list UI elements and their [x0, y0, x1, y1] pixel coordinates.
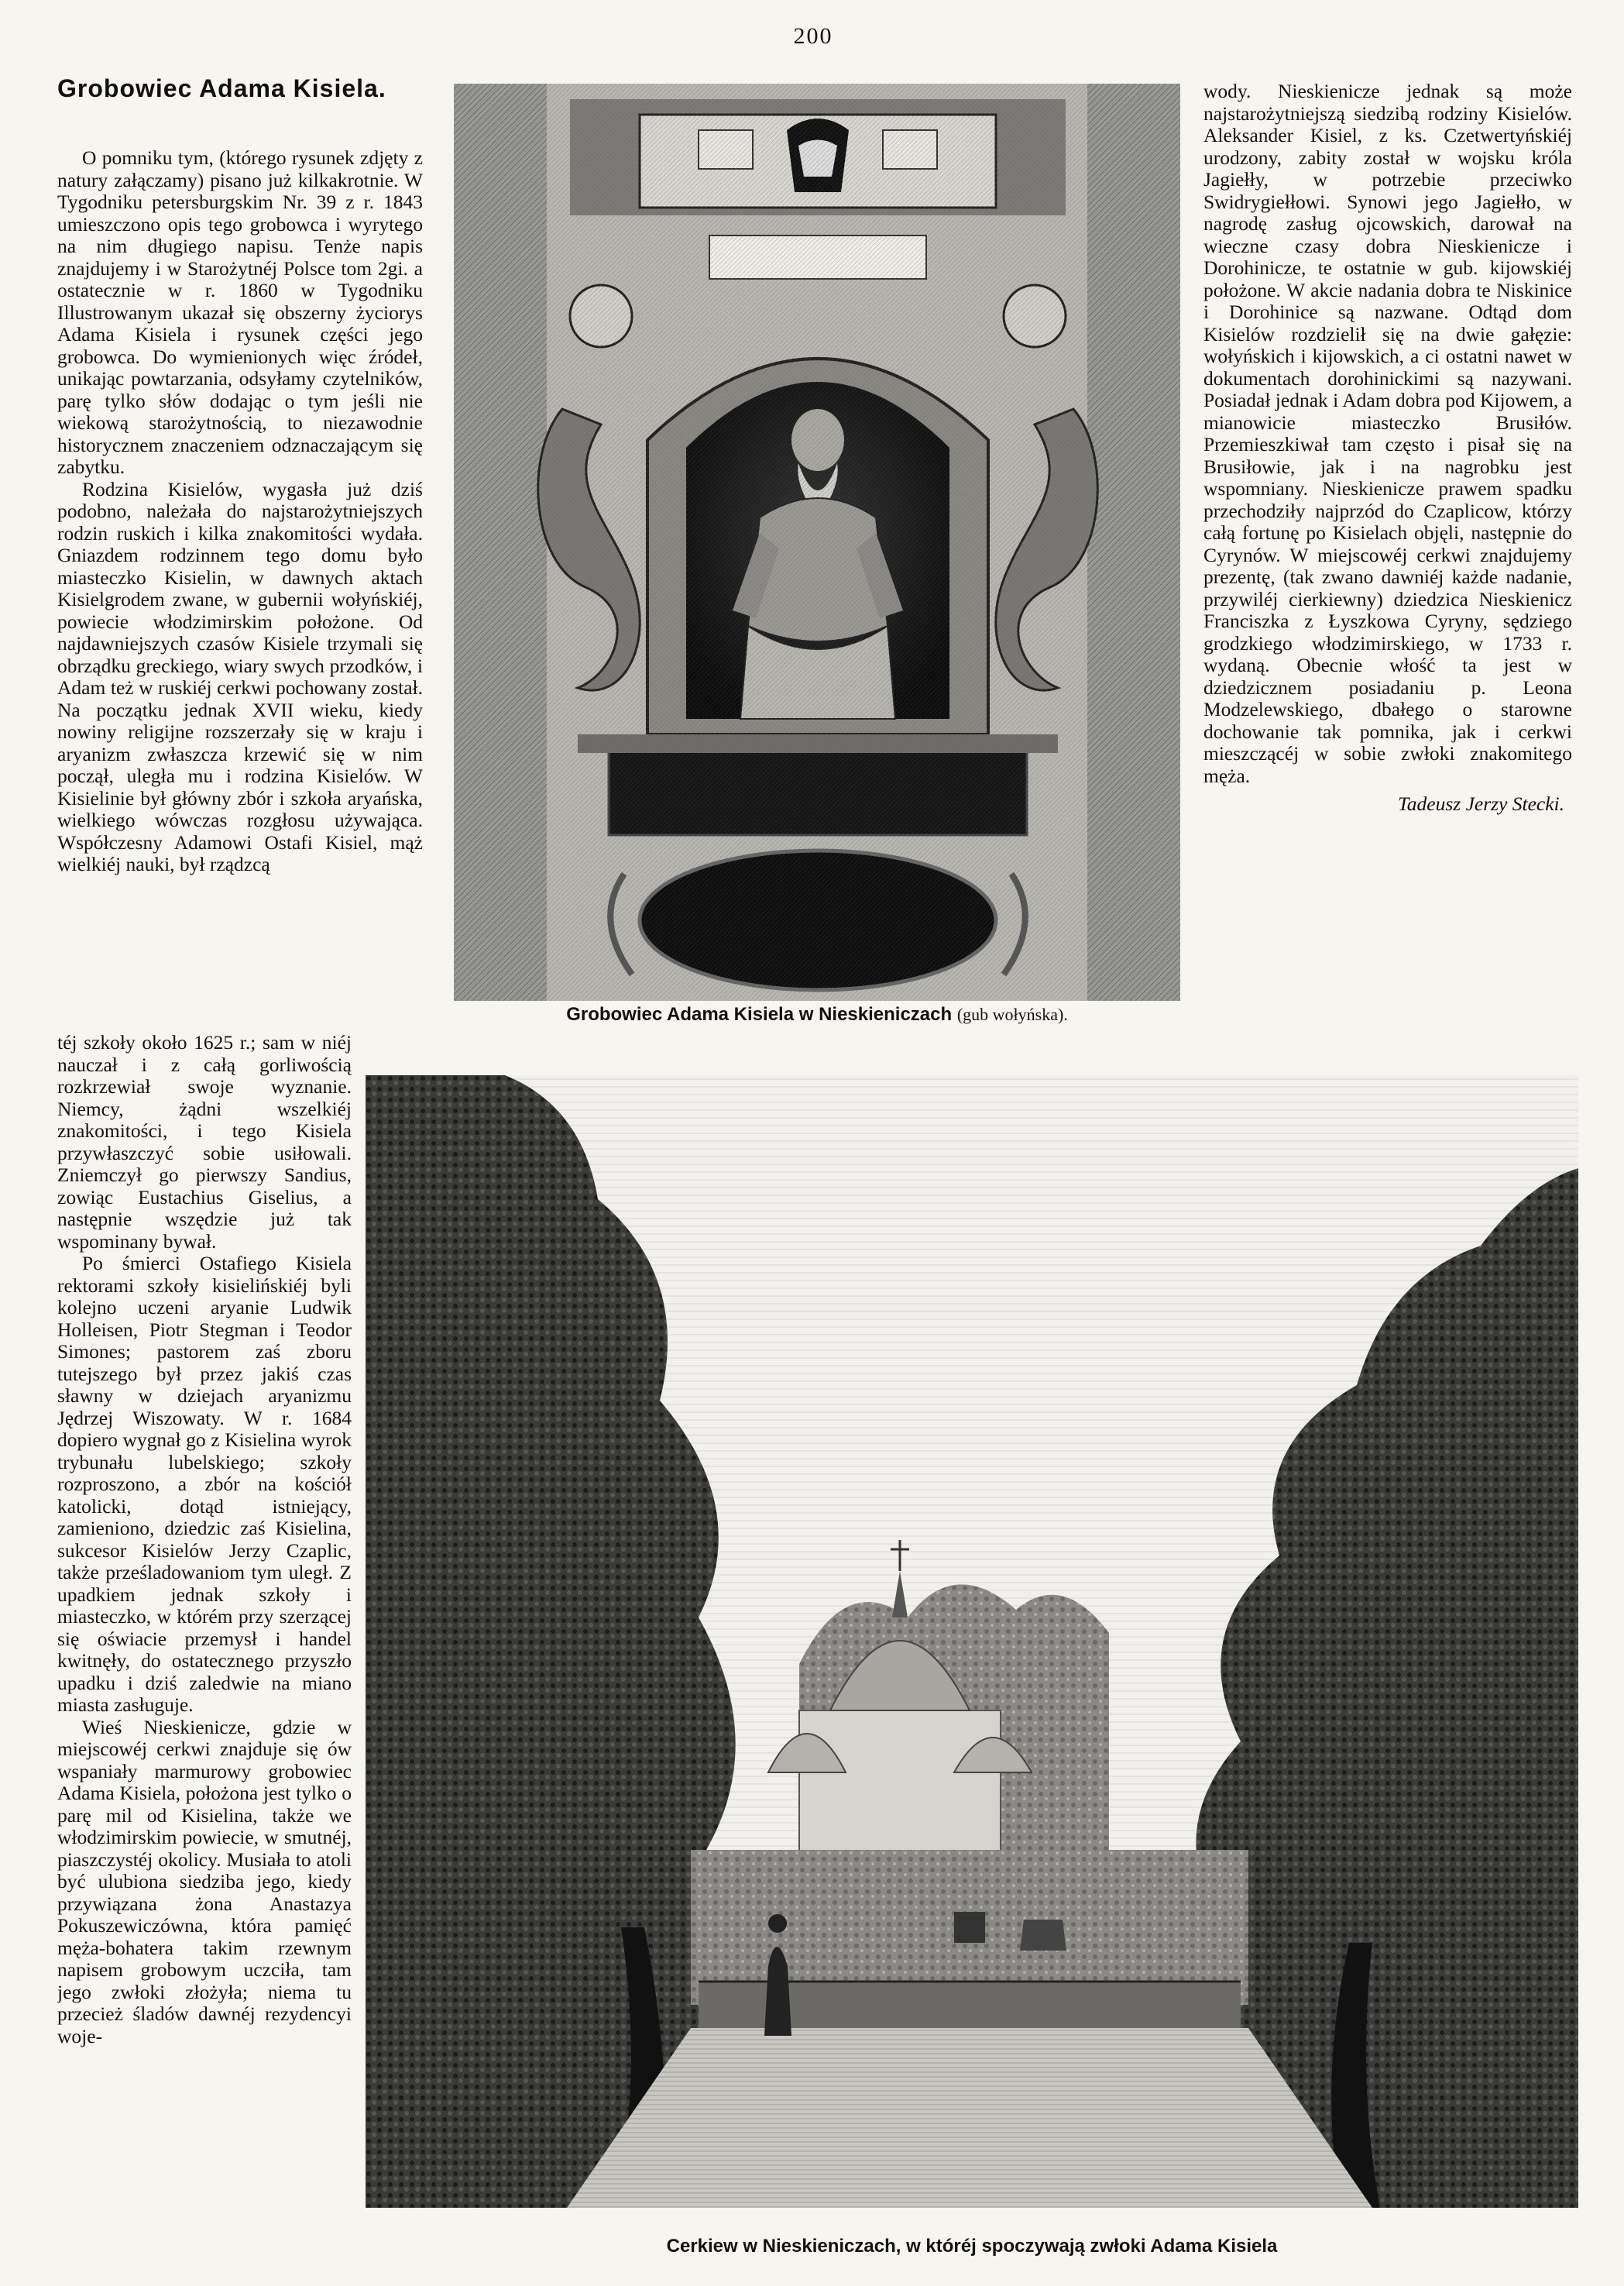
- paragraph: O pomniku tym, (którego rysunek zdjęty z natury załączamy) pisano już kilkakrotnie. W Tygodniku petersburgskim Nr. 39 z r. 1843 umieszczono opis tego grobowca i wyrytego na nim długiego napisu. Tenże napis znajdujemy i w Starożytnéj Polsce tom 2gi. a ostatecznie w r. 1860 w Tygodniku Illustrowanym ukazał się obszerny życiorys Adama Kisiela i rysunek części jego grobowca. Do wymienionych więc źródeł, unikając powtarzania, odsyłamy czytelników, parę tylko słów dodając o tym jeśli nie wiekową starożytnością, to niezawodnie historycznem znaczeniem odznaczającym się zabytku.: [57, 146, 423, 478]
- paragraph: téj szkoły około 1625 r.; sam w niéj nauczał i z całą gorliwością rozkrzewiał swoje wyznanie. Niemcy, żądni wszelkiéj znakomitości, i tego Kisiela przywłaszczyć sobie usiłowali. Zniemczył go pierwszy Sandius, zowiąc Eustachius Giselius, a następnie wszędzie już tak wspominany bywał.: [57, 1032, 352, 1253]
- article-column-right: [1203, 81, 1572, 816]
- article-column-left-top: [57, 147, 423, 876]
- paragraph: wody. Nieskienicze jednak są może najstarożytniejszą siedzibą rodziny Kisielów. Aleksander Kisiel, z ks. Czetwertyńskiéj urodzony, zabity został w wojsku króla Jagiełły, w potrzebie przeciwko Swidrygiełłowi. Synowi jego Jagiełło, w nagrodę zasług ojcowskich, darował na wieczne czasy dobra Nieskienicze i Dorohinicze, te ostatnie w gub. kijowskiéj położone. W akcie nadania dobra te Niskinice i Dorohinice są nazwane. Odtąd dom Kisielów rozdzielił się na dwie gałęzie: wołyńskich i kijowskich, a ci ostatni nawet w dokumentach dorohinickimi są nazywani. Posiadał jednak i Adam dobra pod Kijowem, a mianowicie miasteczko Brusiłów. Przemieszkiwał tam często i pisał się na Brusiłowie, jak i na nagrobku jest wspomniany. Nieskienicze prawem spadku przechodziły najprzód do Czaplicow, którzy całą fortunę po Kisielach objęli, następnie do Cyrynów. W miejscowéj cerkwi znajdujemy prezentę, (tak zwano dawniéj każde nadanie, przywiléj cierkiewny) dziedzica Nieskienicz Franciszka z Łyszkowa Cyryny, sędziego grodzkiego włodzimirskiego, w 1733 r. wydaną. Obecnie włość ta jest w dziedzicznem posiadaniu p. Leona Modzelewskiego, dbałego o starowne dochowanie tak pomnika, jak i cerkwi mieszczącéj w sobie zwłoki znakomitego męża.: [1203, 80, 1572, 787]
- tomb-caption: [454, 1004, 1180, 1026]
- page-number: 200: [793, 23, 833, 49]
- tomb-engraving: [454, 84, 1180, 1001]
- church-caption: Cerkiew w Nieskieniczach, w któréj spoczywają zwłoki Adama Kisiela: [666, 2236, 1278, 2257]
- tomb-illustration: [454, 84, 1180, 1001]
- paragraph: Rodzina Kisielów, wygasła już dziś podobno, należała do najstarożytniejszych rodzin ruskich i kilka znakomitości wydała. Gniazdem rodzinnem tego domu było miasteczko Kisielin, w dawnych aktach Kisielgrodem zwane, w gubernii wołyńskiéj, powiecie włodzimirskim położone. Od najdawniejszych czasów Kisiele trzymali się obrządku greckiego, wiary swych przodków, i Adam też w ruskiéj cerkwi pochowany został. Na początku jednak XVII wieku, kiedy nowiny religijne rozszerzały się w kraju i aryanizm zwłaszcza krzewić się w nim począł, uległa mu i rodzina Kisielów. W Kisielinie był główny zbór i szkoła aryańska, wielkiego wówczas rozgłosu używająca. Współczesny Adamowi Ostafi Kisiel, mąż wielkiéj nauki, był rządzcą: [57, 477, 423, 875]
- article-column-left-bottom: [57, 1032, 352, 2264]
- paragraph: Po śmierci Ostafiego Kisiela rektorami szkoły kisielińskiéj byli kolejno uczeni aryanie Ludwik Holleisen, Piotr Stegman i Teodor Simones; pastorem zaś zboru tutejszego był przez jakiś czas sławny w dziejach aryanizmu Jędrzej Wiszowaty. W r. 1684 dopiero wygnał go z Kisielina wyrok trybunału lubelskiego; szkoły rozproszono, a zbór na kościół katolicki, dotąd istniejący, zamieniono, dziedzic zaś Kisielina, sukcesor Kisielów Jerzy Czaplic, także prześladowaniom tym uległ. Z upadkiem jednak szkoły i miasteczko, w którém przy szerzącej się oświacie przemysł i handel kwitnęły, do ostatecznego przyszło upadku i dziś zaledwie na miano miasta zasługuje.: [57, 1252, 352, 1716]
- author-signature: Tadeusz Jerzy Stecki.: [1397, 792, 1564, 815]
- tomb-caption-region: (gub wołyńska).: [956, 1005, 1068, 1024]
- paragraph: Wieś Nieskienicze, gdzie w miejscowéj cerkwi znajduje się ów wspaniały marmurowy grobowiec Adama Kisiela, położona jest tylko o parę mil od Kisielina, także we włodzimirskim powiecie, w smutnéj, piaszczystéj okolicy. Musiała to atoli być ulubiona siedziba jego, kiedy przywiązana żona Anastazya Pokuszewiczówna, która pamięć męża-bohatera takim rzewnym napisem grobowym uczciła, tam jego zwłoki złożyła; niema tu przecież śladów dawnéj rezydencyi woje-: [57, 1715, 352, 2047]
- tomb-caption-main: Grobowiec Adama Kisiela w Nieskieniczach: [566, 1004, 953, 1025]
- article-title: Grobowiec Adama Kisiela.: [57, 74, 386, 102]
- church-engraving: [366, 1075, 1578, 2208]
- church-illustration: [366, 1075, 1578, 2208]
